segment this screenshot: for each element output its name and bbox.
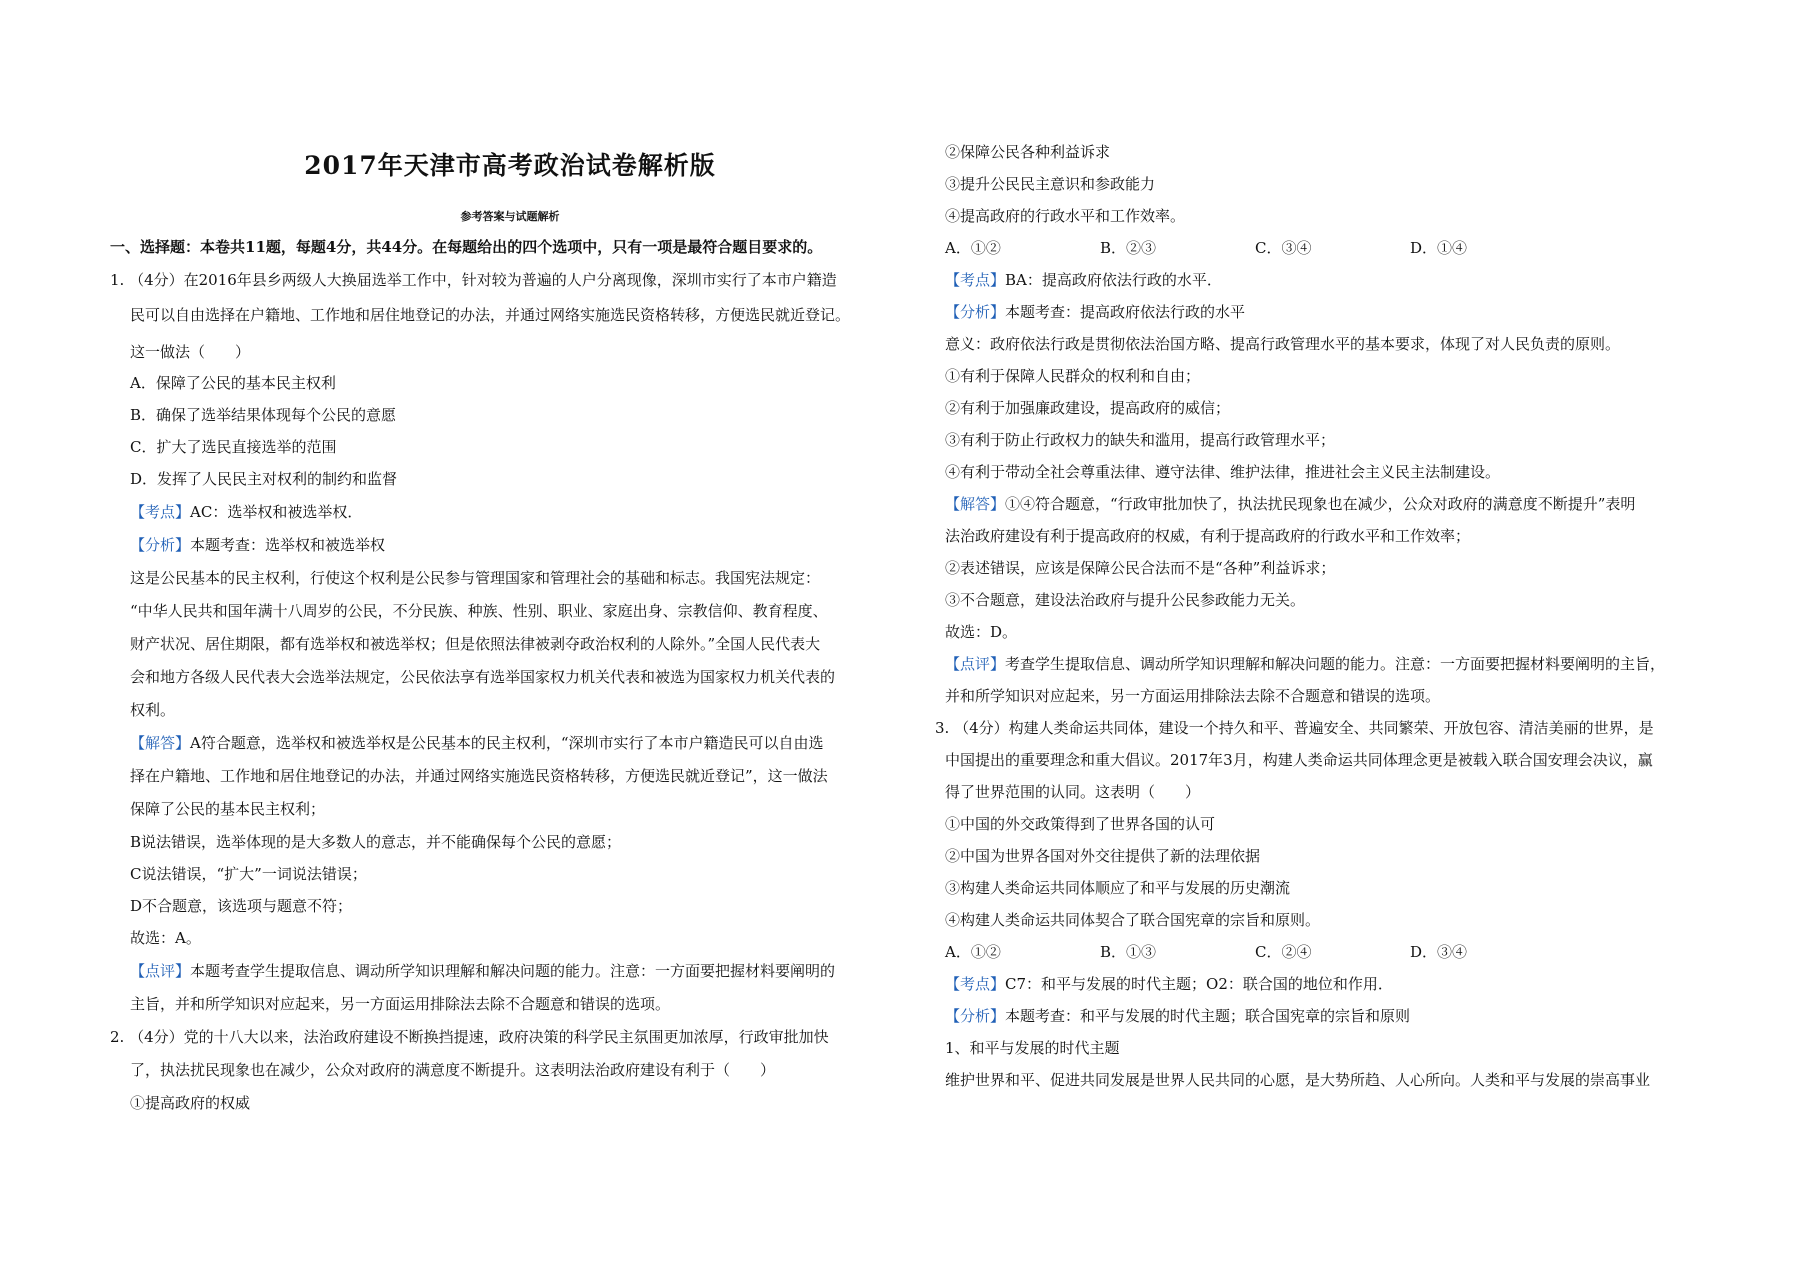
left-text-line: 【点评】本题考查学生提取信息、调动所学知识理解和解决问题的能力。注意：一方面要把握材料要阐明的 [130, 962, 836, 980]
answer-option: C．②④ [1255, 943, 1312, 961]
answer-option: D．③④ [1410, 943, 1468, 961]
page-title: 2017年天津市高考政治试卷解析版 [304, 151, 716, 180]
right-text-line: ④提高政府的行政水平和工作效率。 [945, 207, 1186, 225]
answer-option: B．②③ [1100, 239, 1157, 257]
left-text-line: A．保障了公民的基本民主权利 [130, 374, 336, 392]
answer-option: A．①② [945, 943, 1001, 961]
right-text-line: 【考点】C7：和平与发展的时代主题；O2：联合国的地位和作用． [945, 975, 1393, 993]
left-text-line: 【分析】本题考查：选举权和被选举权 [130, 536, 386, 554]
right-text-line: ③有利于防止行政权力的缺失和滥用，提高行政管理水平； [945, 431, 1336, 449]
left-text-line: 1. （4分）在2016年县乡两级人大换届选举工作中，针对较为普遍的人户分离现像，深圳市实行了本市户籍造 [110, 271, 837, 289]
left-text-line: D．发挥了人民民主对权利的制约和监督 [130, 470, 398, 488]
section-tag: 【考点】 [130, 503, 191, 521]
q3-options [945, 942, 1565, 962]
right-text-line: 3. （4分）构建人类命运共同体，建设一个持久和平、普遍安全、共同繁荣、开放包容、清洁美丽的世界，是 [935, 719, 1654, 737]
right-text-line: ④有利于带动全社会尊重法律、遵守法律、维护法律，推进社会主义民主法制建设。 [945, 463, 1501, 481]
right-text-line: 【解答】①④符合题意，“行政审批加快了，执法扰民现象也在减少，公众对政府的满意度不断提升”表明 [945, 495, 1636, 513]
right-text-line: 中国提出的重要理念和重大倡议。2017年3月，构建人类命运共同体理念更是被载入联合国安理会决议，赢 [945, 751, 1653, 769]
left-text-line: 权利。 [130, 701, 176, 719]
right-text-line: ③不合题意，建设法治政府与提升公民参政能力无关。 [945, 591, 1306, 609]
right-text-line: ②保障公民各种利益诉求 [945, 143, 1111, 161]
right-text-line: 【点评】考查学生提取信息、调动所学知识理解和解决问题的能力。注意：一方面要把握材料要阐明的主旨， [945, 655, 1666, 673]
left-text-line: 2. （4分）党的十八大以来，法治政府建设不断换挡提速，政府决策的科学民主氛围更加浓厚，行政审批加快 [110, 1028, 829, 1046]
right-text-line: 【考点】BA：提高政府依法行政的水平． [945, 271, 1222, 289]
right-text-line: 故选：D。 [945, 623, 1018, 641]
page-subtitle: 参考答案与试题解析 [460, 210, 560, 223]
left-text-line: “中华人民共和国年满十八周岁的公民，不分民族、种族、性别、职业、家庭出身、宗教信仰、教育程度、 [130, 602, 828, 620]
section-tag: 【点评】 [130, 962, 191, 980]
left-text-line: 了，执法扰民现象也在减少，公众对政府的满意度不断提升。这表明法治政府建设有利于（ ） [130, 1061, 776, 1079]
left-text-line: 故选：A。 [130, 929, 201, 947]
right-text-line: ③构建人类命运共同体顺应了和平与发展的历史潮流 [945, 879, 1291, 897]
answer-option: C．③④ [1255, 239, 1312, 257]
left-text-line: 【解答】A符合题意，选举权和被选举权是公民基本的民主权利，“深圳市实行了本市户籍造民可以自由选 [130, 734, 824, 752]
left-text-line: C．扩大了选民直接选举的范围 [130, 438, 337, 456]
left-text-line: B．确保了选举结果体现每个公民的意愿 [130, 406, 397, 424]
right-text-line: 维护世界和平、促进共同发展是世界人民共同的心愿，是大势所趋、人心所向。人类和平与发展的崇高事业 [945, 1071, 1651, 1089]
section-tag: 【点评】 [945, 655, 1006, 673]
left-text-line: 财产状况、居住期限，都有选举权和被选举权；但是依照法律被剥夺政治权利的人除外。”全国人民代表大 [130, 635, 821, 653]
right-text-line: 并和所学知识对应起来，另一方面运用排除法去除不合题意和错误的选项。 [945, 687, 1441, 705]
left-text-line: 保障了公民的基本民主权利； [130, 800, 326, 818]
left-text-line: 民可以自由选择在户籍地、工作地和居住地登记的办法，并通过网络实施选民资格转移，方便选民就近登记。 [130, 306, 851, 324]
right-text-line: ③提升公民民主意识和参政能力 [945, 175, 1156, 193]
section-tag: 【分析】 [945, 303, 1006, 321]
left-text-line: 会和地方各级人民代表大会选举法规定，公民依法享有选举国家权力机关代表和被选为国家权力机关代表的 [130, 668, 836, 686]
right-text-line: 【分析】本题考查：提高政府依法行政的水平 [945, 303, 1246, 321]
right-text-line: 法治政府建设有利于提高政府的权威，有利于提高政府的行政水平和工作效率； [945, 527, 1471, 545]
right-text-line: ①有利于保障人民群众的权利和自由； [945, 367, 1201, 385]
section-tag: 【考点】 [945, 975, 1006, 993]
left-text-line: D不合题意，该选项与题意不符； [130, 897, 353, 915]
left-text-line: C说法错误，“扩大”一词说法错误； [130, 865, 367, 883]
right-text-line: ②中国为世界各国对外交往提供了新的法理依据 [945, 847, 1261, 865]
right-text-line: ④构建人类命运共同体契合了联合国宪章的宗旨和原则。 [945, 911, 1321, 929]
left-text-line: 主旨，并和所学知识对应起来，另一方面运用排除法去除不合题意和错误的选项。 [130, 995, 671, 1013]
left-text-line: 这一做法（ ） [130, 343, 251, 361]
section-tag: 【解答】 [130, 734, 191, 752]
answer-option: D．①④ [1410, 239, 1468, 257]
section-tag: 【考点】 [945, 271, 1006, 289]
left-text-line: 【考点】AC：选举权和被选举权． [130, 503, 363, 521]
left-text-line: B说法错误，选举体现的是大多数人的意志，并不能确保每个公民的意愿； [130, 833, 622, 851]
right-text-line: 得了世界范围的认同。这表明（ ） [945, 783, 1201, 801]
right-text-line: 【分析】本题考查：和平与发展的时代主题；联合国宪章的宗旨和原则 [945, 1007, 1411, 1025]
left-text-line: 择在户籍地、工作地和居住地登记的办法，并通过网络实施选民资格转移，方便选民就近登记”，这一做法 [130, 767, 828, 785]
section-tag: 【解答】 [945, 495, 1006, 513]
section-tag: 【分析】 [945, 1007, 1006, 1025]
right-text-line: 意义：政府依法行政是贯彻依法治国方略、提高行政管理水平的基本要求，体现了对人民负责的原则。 [945, 335, 1621, 353]
q2-options [945, 238, 1565, 258]
left-text-line: ①提高政府的权威 [130, 1094, 251, 1112]
answer-option: B．①③ [1100, 943, 1157, 961]
right-text-line: 1、和平与发展的时代主题 [945, 1039, 1120, 1057]
section-heading: 一、选择题：本卷共11题，每题4分，共44分。在每题给出的四个选项中，只有一项是最符合题目要求的。 [110, 238, 823, 256]
right-text-line: ①中国的外交政策得到了世界各国的认可 [945, 815, 1216, 833]
section-tag: 【分析】 [130, 536, 191, 554]
answer-option: A．①② [945, 239, 1001, 257]
right-text-line: ②表述错误，应该是保障公民合法而不是“各种”利益诉求； [945, 559, 1336, 577]
right-text-line: ②有利于加强廉政建设，提高政府的威信； [945, 399, 1231, 417]
left-text-line: 这是公民基本的民主权利，行使这个权利是公民参与管理国家和管理社会的基础和标志。我国宪法规定： [130, 569, 821, 587]
